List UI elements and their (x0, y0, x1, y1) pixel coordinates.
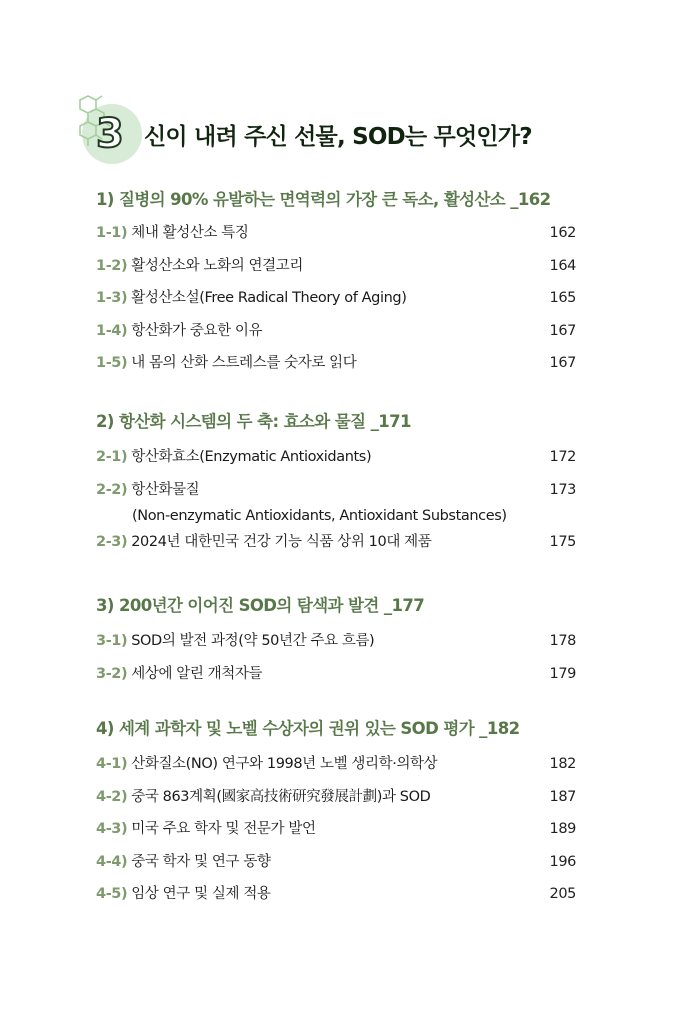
item-sublabel: (Non-enzymatic Antioxidants, Antioxidant Substances) (132, 507, 507, 524)
item-number: 4-5) (96, 886, 128, 902)
item-label: 활성산소와 노화의 연결고리 (131, 257, 303, 274)
item-number: 1-1) (96, 225, 128, 241)
item-label: 항산화가 중요한 이유 (131, 322, 263, 339)
chapter-header (68, 94, 588, 174)
toc-section-2 (96, 409, 576, 564)
page-number: 175 (549, 533, 576, 550)
item-number: 4-1) (96, 756, 128, 772)
item-number: 2-1) (96, 449, 128, 465)
page-number: 182 (549, 756, 576, 772)
item-label: 체내 활성산소 특징 (131, 225, 249, 241)
toc-item[interactable] (96, 664, 576, 697)
toc-item[interactable] (96, 852, 576, 885)
item-number: 1-5) (96, 355, 128, 371)
toc-item[interactable] (96, 819, 576, 852)
item-label: 임상 연구 및 실제 적용 (131, 886, 271, 902)
toc-item[interactable] (96, 532, 576, 565)
section-title[interactable]: 4) 세계 과학자 및 노벨 수상자의 권위 있는 SOD 평가 _182 (96, 719, 520, 738)
page-number: 172 (549, 449, 576, 465)
item-label: 미국 주요 학자 및 전문가 발언 (131, 821, 316, 837)
page-number: 187 (549, 788, 576, 805)
item-number: 4-4) (96, 853, 128, 870)
item-label: 항산화효소(Enzymatic Antioxidants) (131, 449, 372, 465)
item-label: 산화질소(NO) 연구와 1998년 노벨 생리학·의학상 (131, 756, 438, 772)
item-number: 2-3) (96, 533, 128, 550)
page-number: 196 (549, 853, 576, 870)
item-label: 중국 863계획(國家高技術研究發展計劃)과 SOD (131, 788, 431, 805)
section-title[interactable]: 3) 200년간 이어진 SOD의 탐색과 발견 _177 (96, 596, 425, 615)
toc-item[interactable] (96, 288, 576, 321)
page-number: 173 (549, 481, 576, 498)
toc-item[interactable] (96, 787, 576, 820)
page-number: 167 (549, 322, 576, 339)
page-number: 165 (549, 290, 576, 306)
page-number: 164 (549, 257, 576, 274)
toc-section-4 (96, 716, 576, 917)
section-title[interactable]: 1) 질병의 90% 유발하는 면역력의 가장 큰 독소, 활성산소 _162 (96, 190, 551, 209)
toc-item[interactable] (96, 223, 576, 256)
page-number: 189 (549, 821, 576, 837)
page-number: 179 (549, 665, 576, 682)
item-label: 활성산소설(Free Radical Theory of Aging) (131, 290, 407, 306)
item-label: 2024년 대한민국 건강 기능 식품 상위 10대 제품 (131, 533, 432, 550)
item-label: 세상에 알린 개척자들 (131, 665, 263, 682)
item-label: 중국 학자 및 연구 동향 (131, 853, 271, 870)
toc-item[interactable] (96, 447, 576, 480)
toc-section-3 (96, 593, 576, 696)
page-number: 162 (549, 225, 576, 241)
toc-item[interactable] (96, 754, 576, 787)
item-number: 4-3) (96, 821, 128, 837)
chapter-title: 신이 내려 주신 선물, SOD는 무엇인가? (144, 124, 532, 150)
toc-item[interactable] (96, 631, 576, 664)
item-number: 1-3) (96, 290, 128, 306)
item-label: 항산화물질 (131, 481, 200, 498)
item-number: 3-2) (96, 665, 128, 682)
item-label: SOD의 발전 과정(약 50년간 주요 흐름) (131, 633, 375, 649)
section-title[interactable]: 2) 항산화 시스템의 두 축: 효소와 물질 _171 (96, 412, 411, 431)
toc-item[interactable] (96, 321, 576, 354)
item-label: 내 몸의 산화 스트레스를 숫자로 읽다 (131, 355, 357, 371)
toc-item[interactable] (96, 480, 576, 532)
chapter-number: 3 (96, 111, 124, 157)
page-number: 205 (549, 886, 576, 902)
page-number: 167 (549, 355, 576, 371)
item-number: 3-1) (96, 633, 128, 649)
item-number: 1-2) (96, 257, 128, 274)
toc-item[interactable] (96, 256, 576, 289)
toc-section-1 (96, 187, 576, 386)
item-number: 2-2) (96, 481, 128, 498)
page-number: 178 (549, 633, 576, 649)
toc-item[interactable] (96, 353, 576, 386)
toc-item[interactable] (96, 884, 576, 917)
item-number: 1-4) (96, 322, 128, 339)
item-number: 4-2) (96, 788, 128, 805)
